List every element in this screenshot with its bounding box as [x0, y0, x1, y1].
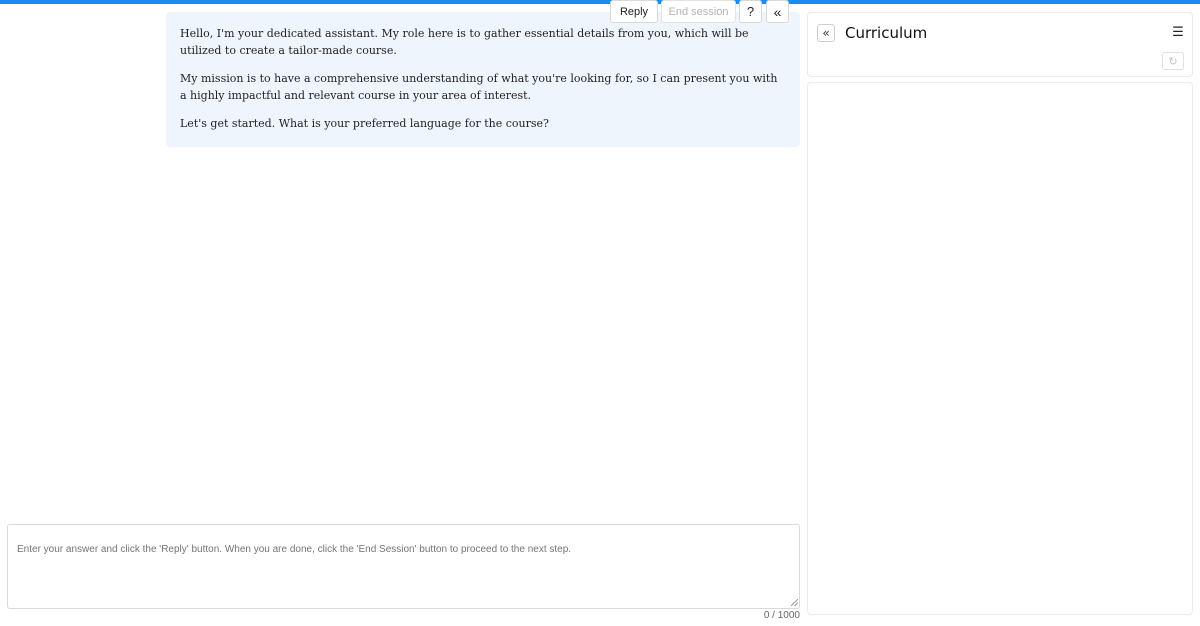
answer-input[interactable] [7, 524, 800, 609]
refresh-icon[interactable]: ↻ [1162, 52, 1184, 70]
resize-handle-icon[interactable] [791, 599, 798, 606]
collapse-chat-button[interactable]: « [766, 0, 789, 23]
message-paragraph-2: My mission is to have a comprehensive understanding of what you're looking for, so I can present you with a highly impactful and relevant course in your area of interest. [180, 72, 778, 102]
collapse-panel-icon[interactable]: « [817, 24, 835, 42]
reply-button[interactable]: Reply [610, 0, 658, 23]
help-button[interactable]: ? [739, 0, 762, 23]
menu-icon[interactable]: ☰ [1172, 24, 1184, 40]
curriculum-content [807, 82, 1193, 615]
curriculum-header [807, 12, 1193, 77]
curriculum-title: Curriculum [845, 24, 928, 42]
assistant-message [166, 12, 800, 147]
character-counter: 0 / 1000 [763, 610, 800, 621]
top-progress-bar [0, 0, 1200, 4]
message-paragraph-3: Let's get started. What is your preferred language for the course? [180, 117, 549, 130]
message-paragraph-1: Hello, I'm your dedicated assistant. My role here is to gather essential details from you, which will be utilized to create a tailor-made course. [180, 27, 749, 57]
end-session-button[interactable]: End session [661, 0, 736, 23]
